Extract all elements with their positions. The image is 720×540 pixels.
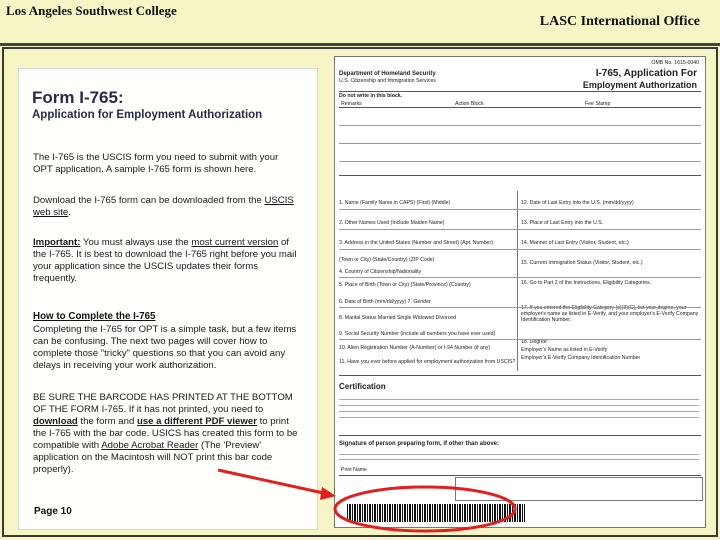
acrobat-link[interactable]: Adobe Acrobat Reader <box>101 440 199 451</box>
form-rule <box>339 435 701 436</box>
barcode-text-c: to print the I-765 with the bar code. USICS has created this form to be compatible with <box>33 416 298 451</box>
intro-paragraph: The I-765 is the USCIS form you need to submit with your OPT application. A sample I-765 form is shown here. <box>33 152 279 175</box>
form-rule <box>339 277 701 278</box>
field-9: 9. Social Security Number (include all numbers you have ever used) <box>339 331 496 337</box>
form-rule <box>339 107 701 108</box>
print-name-label: Print Name <box>341 467 367 473</box>
form-rule <box>339 229 701 230</box>
current-version-link[interactable]: most current version <box>191 237 279 248</box>
page-title: Form I-765: <box>32 88 124 107</box>
field-2: 2. Other Names Used (Include Maiden Name) <box>339 220 445 226</box>
pdf-viewer-link[interactable]: use a different PDF viewer <box>136 416 257 427</box>
form-title: I-765, Application For <box>595 68 697 79</box>
field-3b: (Town or City) (State/Country) (ZIP Code) <box>339 257 435 263</box>
right-field-13: 13. Place of Last Entry into the U.S. <box>521 220 604 226</box>
form-title-2: Employment Authorization <box>582 80 697 90</box>
field-10: 10. Alien Registration Number (A-Number) or I-94 Number (if any) <box>339 345 491 351</box>
field-4: 4. Country of Citizenship/Nationality <box>339 269 422 275</box>
section-heading <box>33 311 155 322</box>
dept-name: Department of Homeland Security <box>339 71 436 77</box>
important-text-a: You must always use the <box>80 237 192 248</box>
important-label: Important: <box>33 237 81 248</box>
college-name: Los Angeles Southwest College <box>6 3 177 18</box>
omb-number: OMB No. 1615-0040 <box>651 60 699 66</box>
field-8: 8. Marital Status Married Single Widowed Divorced <box>339 315 457 321</box>
download-end: . <box>68 207 71 218</box>
col-fee: Fee Stamp <box>585 101 611 107</box>
form-rule <box>339 375 701 376</box>
download-link[interactable]: download <box>33 416 78 427</box>
certification-text-block <box>339 395 699 419</box>
completing-paragraph: Completing the I-765 for OPT is a simple task, but a few items can be confusing. The next two pages will cover how to complete those "tricky" questions so that you can avoid any delays in receiving your work authorization. <box>33 324 297 371</box>
barcode-image <box>347 504 525 522</box>
right-field-20: Employer's E-Verify Company Identification Number <box>521 355 641 361</box>
right-field-19: Employer's Name as listed in E-Verify <box>521 347 608 353</box>
important-text-b: of the I-765. It is best to download the I-765 right before you mail your application since the USCIS updates their forms frequently. <box>33 237 297 284</box>
download-paragraph <box>33 195 299 219</box>
field-5: 5. Place of Birth (Town or City) (State/Province) (Country) <box>339 282 471 288</box>
right-field-12: 12. Date of Last Entry into the U.S. (mm/dd/yyyy) <box>521 200 634 206</box>
form-rule <box>339 143 701 144</box>
col-remarks: Remarks <box>341 101 362 107</box>
uscis-link[interactable]: USCIS web site <box>33 195 294 218</box>
form-rule <box>339 125 701 126</box>
field-11: 11. Have you ever before applied for employment authorization from USCIS? <box>339 359 516 365</box>
status-table <box>455 477 703 501</box>
header-bar <box>0 0 720 46</box>
form-rule <box>339 307 701 308</box>
form-rule <box>339 175 701 176</box>
barcode-text-d: (The 'Preview' application on the Macintosh will NOT print this bar code properly). <box>33 440 273 475</box>
certification-heading: Certification <box>339 382 386 391</box>
form-rule <box>339 209 701 210</box>
barcode-paragraph <box>33 392 299 476</box>
right-field-17: 17. If you entered the Eligibility Category (c)(3)(C), list your degree, your employer's name as listed in E-Verify, and your employer's E-Verify Company Identification Number. <box>521 305 699 323</box>
form-rule <box>339 339 701 340</box>
right-field-16: 16. Go to Part 2 of the Instructions, Eligibility Categories. <box>521 280 652 286</box>
form-rule <box>339 475 701 476</box>
form-divider <box>517 191 518 371</box>
right-field-15: 15. Current Immigration Status (Visitor, Student, etc.) <box>521 260 643 266</box>
col-action: Action Block <box>455 101 484 107</box>
office-name: LASC International Office <box>539 14 700 29</box>
page-number: Page 10 <box>34 506 72 517</box>
right-field-14: 14. Manner of Last Entry (Visitor, Student, etc.) <box>521 240 629 246</box>
do-not-write: Do not write in this block. <box>339 93 403 99</box>
page-subtitle: Application for Employment Authorization <box>32 109 263 121</box>
barcode-text-b: the form and <box>77 416 137 427</box>
form-rule <box>339 91 701 92</box>
preparer-text-block <box>339 450 699 460</box>
barcode-text-a: BE SURE THE BARCODE HAS PRINTED AT THE BOTTOM OF THE FORM I-765. If it has not printed, you need to <box>33 392 293 415</box>
i765-form-image <box>334 56 706 528</box>
field-6: 6. Date of Birth (mm/dd/yyyy) 7. Gender <box>339 299 431 305</box>
section-heading-text: How to Complete the I-765 <box>33 311 156 322</box>
preparer-heading: Signature of person preparing form, if other than above: <box>339 441 500 447</box>
form-rule <box>339 161 701 162</box>
right-field-18: 18. Degree: <box>521 339 549 345</box>
field-3: 3. Address in the United States (Number and Street) (Apt. Number) <box>339 240 493 246</box>
field-1: 1. Name (Family Name in CAPS) (First) (Middle) <box>339 200 451 206</box>
agency-name: U.S. Citizenship and Immigration Services <box>339 78 436 84</box>
important-paragraph <box>33 237 299 285</box>
form-rule <box>339 249 701 250</box>
download-text: Download the I-765 form can be downloaded from the <box>33 195 265 206</box>
